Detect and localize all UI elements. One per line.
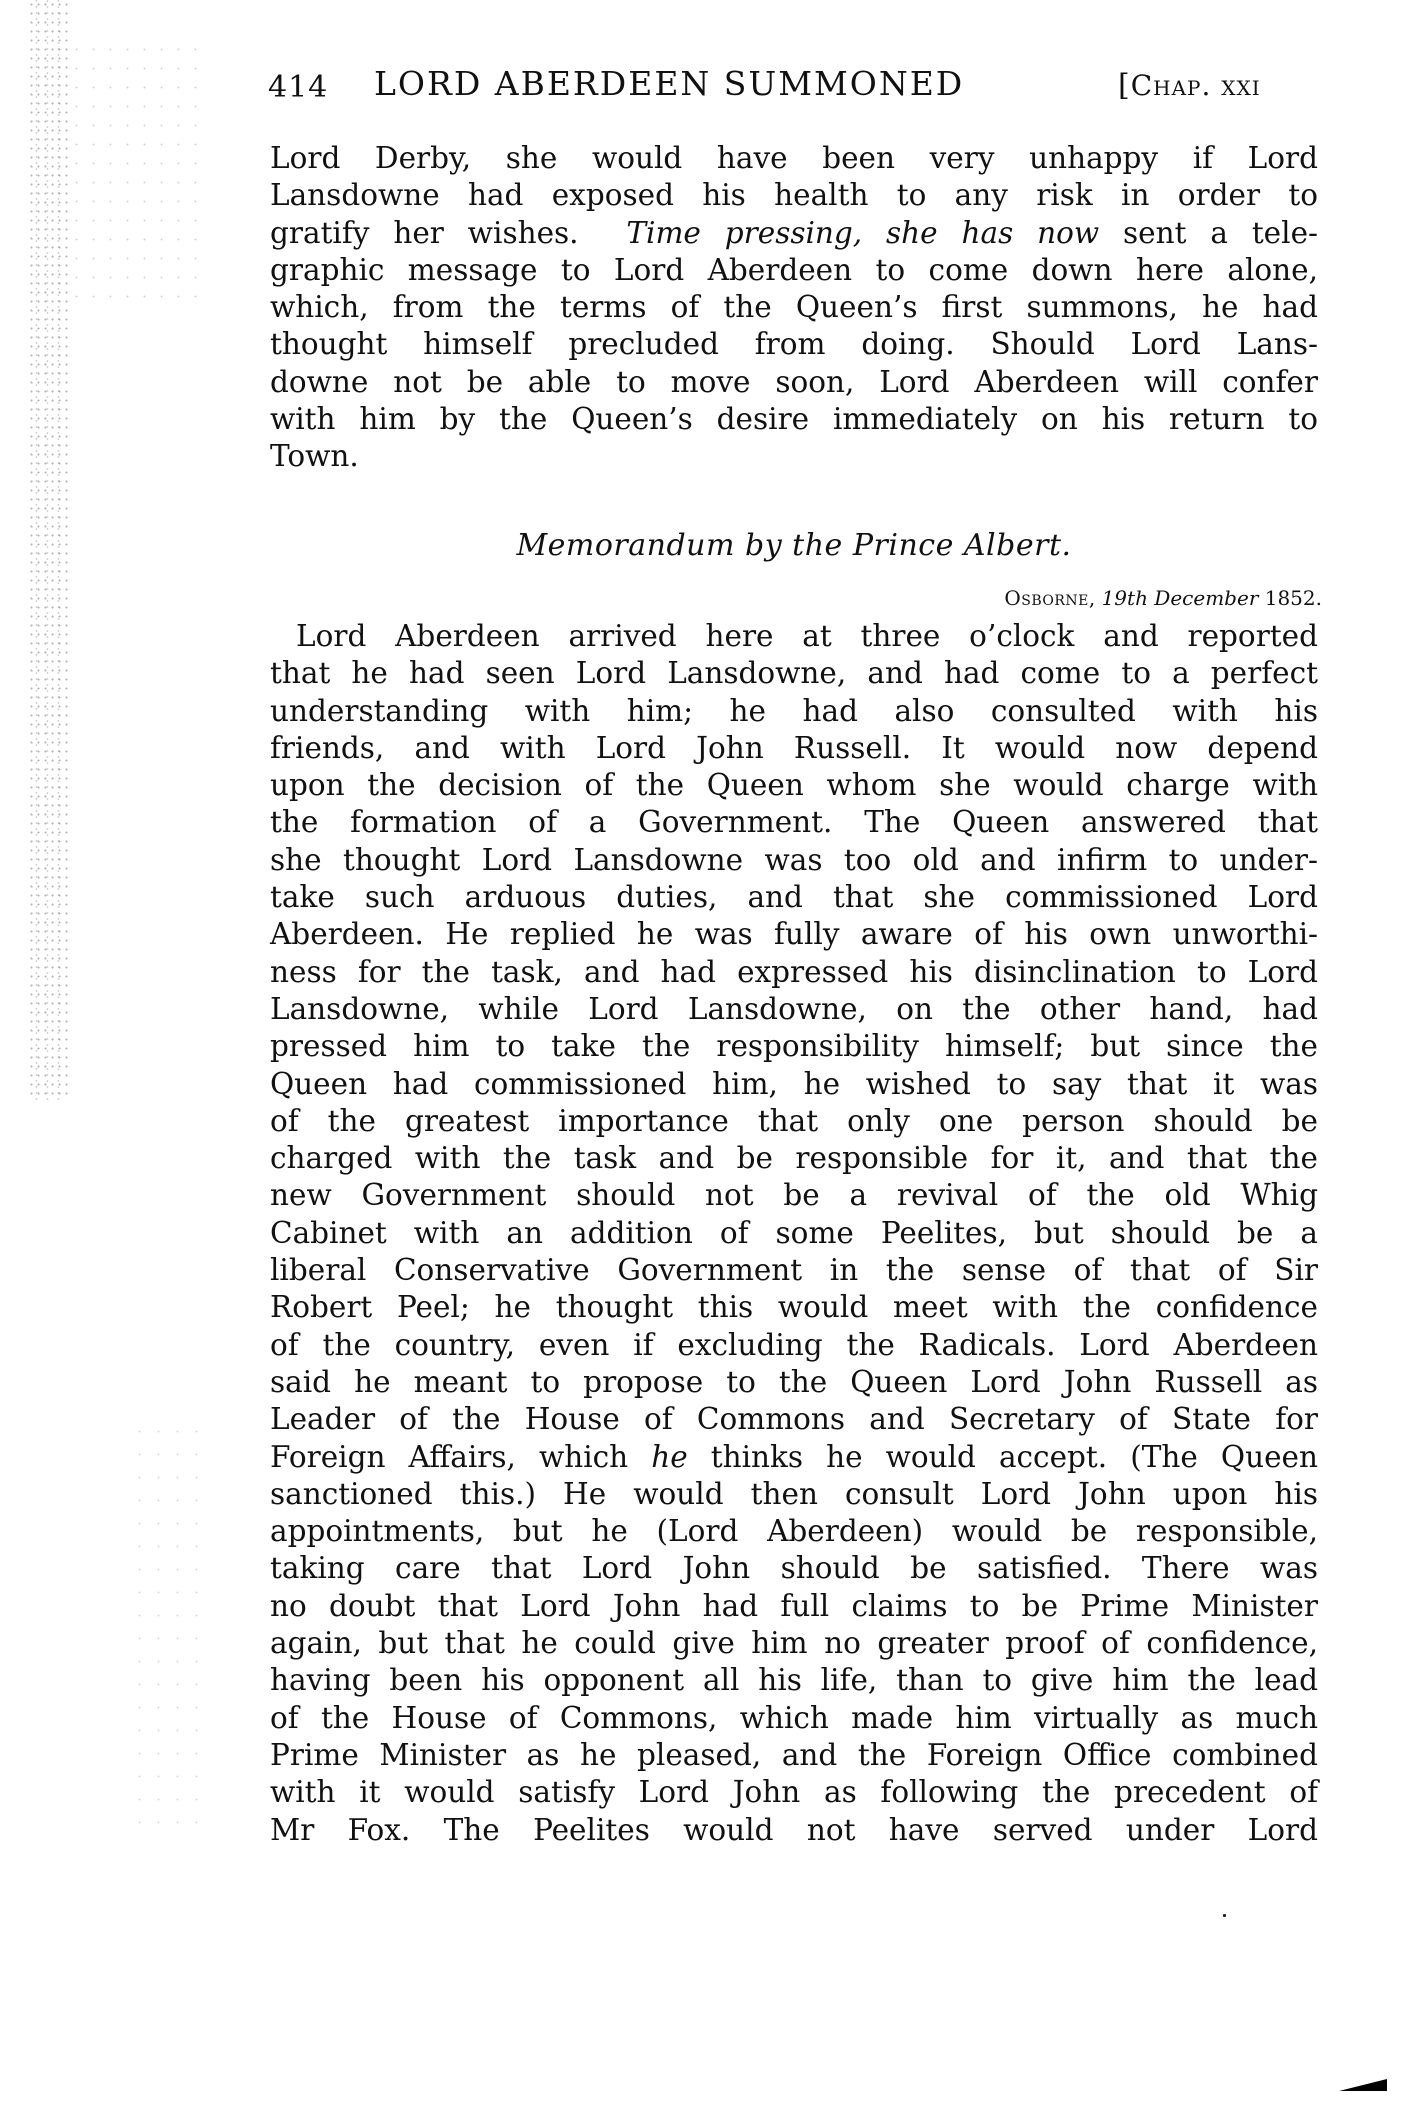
italic-phrase: Time pressing, she has now <box>626 215 1100 250</box>
text-line: graphic message to Lord Aberdeen to come down here alone, <box>270 252 1318 287</box>
chapter-reference <box>1118 68 1261 103</box>
text-line: Queen had commissioned him, he wished to say that it was <box>270 1066 1318 1101</box>
text-line: said he meant to propose to the Queen Lord John Russell as <box>270 1364 1318 1399</box>
scan-speckle-lower <box>130 1420 210 1840</box>
text-line: no doubt that Lord John had full claims to be Prime Minister <box>270 1588 1318 1623</box>
chapter-bracket: [ <box>1118 68 1131 103</box>
scan-edge-mark <box>1339 2079 1387 2091</box>
text-line: ness for the task, and had expressed his disinclination to Lord <box>270 954 1318 989</box>
text-line: Town. <box>270 439 359 474</box>
running-head <box>268 64 1328 114</box>
text-line: the formation of a Government. The Queen answered that <box>270 805 1318 840</box>
text-line: pressed him to take the responsibility himself; but since the <box>270 1029 1318 1064</box>
text-line: take such arduous duties, and that she commissioned Lord <box>270 880 1318 915</box>
text-line: thought himself precluded from doing. Should Lord Lans- <box>270 327 1318 362</box>
text-line: liberal Conservative Government in the sense of that of Sir <box>270 1253 1318 1288</box>
text-line: Lansdowne had exposed his health to any risk in order to <box>270 178 1318 213</box>
italic-emphasis: he <box>651 1439 688 1474</box>
text-line: upon the decision of the Queen whom she would charge with <box>270 768 1318 803</box>
text-line: of the greatest importance that only one person should be <box>270 1103 1318 1138</box>
text-line: appointments, but he (Lord Aberdeen) would be responsible, <box>270 1514 1318 1549</box>
memorandum-body <box>270 618 1318 1849</box>
text-line: Aberdeen. He replied he was fully aware of his own unworthi- <box>270 917 1318 952</box>
text-line: Mr Fox. The Peelites would not have served under Lord <box>270 1812 1318 1847</box>
text-line: Robert Peel; he thought this would meet with the confidence <box>270 1290 1318 1325</box>
text-line: that he had seen Lord Lansdowne, and had come to a perfect <box>270 656 1318 691</box>
text-line: having been his opponent all his life, than to give him the lead <box>270 1663 1318 1698</box>
dateline-year: 1852. <box>1264 586 1322 610</box>
text-line: taking care that Lord John should be satisfied. There was <box>270 1551 1318 1586</box>
scan-gutter-speckle <box>28 0 68 1100</box>
text-line: friends, and with Lord John Russell. It would now depend <box>270 730 1318 765</box>
chapter-label: Chap. xxi <box>1130 69 1261 102</box>
dateline-place: Osborne <box>1004 586 1089 610</box>
dateline-sep: , <box>1088 586 1102 610</box>
text-line: Leader of the House of Commons and Secretary of State for <box>270 1402 1318 1437</box>
text-fragment: gratify her wishes. <box>270 215 627 250</box>
text-line: with him by the Queen’s desire immediately on his return to <box>270 402 1318 437</box>
text-line: sanctioned this.) He would then consult Lord John upon his <box>270 1476 1318 1511</box>
text-line: Lord Aberdeen arrived here at three o’clock and reported <box>296 619 1318 653</box>
text-line <box>270 215 1318 252</box>
text-fragment: Foreign Affairs, which <box>270 1439 652 1474</box>
text-fragment: thinks he would accept. (The Queen <box>687 1439 1318 1474</box>
text-line: of the House of Commons, which made him virtually as much <box>270 1700 1318 1735</box>
text-line: new Government should not be a revival of the old Whig <box>270 1178 1318 1213</box>
page-number: 414 <box>268 70 329 105</box>
text-line: of the country, even if excluding the Radicals. Lord Aberdeen <box>270 1327 1318 1362</box>
scan-speckle-upper <box>68 40 198 300</box>
text-line: downe not be able to move soon, Lord Aberdeen will confer <box>270 364 1318 399</box>
continuation-paragraph <box>270 140 1318 476</box>
scan-speck <box>1223 1914 1226 1917</box>
text-line: again, but that he could give him no greater proof of confidence, <box>270 1626 1318 1661</box>
text-line: which, from the terms of the Queen’s first summons, he had <box>270 290 1318 325</box>
text-fragment: sent a tele- <box>1099 215 1318 250</box>
running-title: LORD ABERDEEN SUMMONED <box>374 64 965 103</box>
text-line: Lansdowne, while Lord Lansdowne, on the other hand, had <box>270 991 1318 1026</box>
memorandum-title: Memorandum by the Prince Albert. <box>516 528 1072 563</box>
dateline-date: 19th December <box>1101 586 1259 610</box>
text-line: understanding with him; he had also consulted with his <box>270 693 1318 728</box>
text-line: with it would satisfy Lord John as following the precedent of <box>270 1775 1318 1810</box>
text-line <box>270 1439 1318 1476</box>
memorandum-dateline <box>270 586 1322 610</box>
text-line: she thought Lord Lansdowne was too old and infirm to under- <box>270 842 1318 877</box>
text-line: charged with the task and be responsible for it, and that the <box>270 1141 1318 1176</box>
text-line: Prime Minister as he pleased, and the Foreign Office combined <box>270 1737 1318 1772</box>
text-line: Cabinet with an addition of some Peelites, but should be a <box>270 1215 1318 1250</box>
text-line: Lord Derby, she would have been very unhappy if Lord <box>270 141 1318 175</box>
